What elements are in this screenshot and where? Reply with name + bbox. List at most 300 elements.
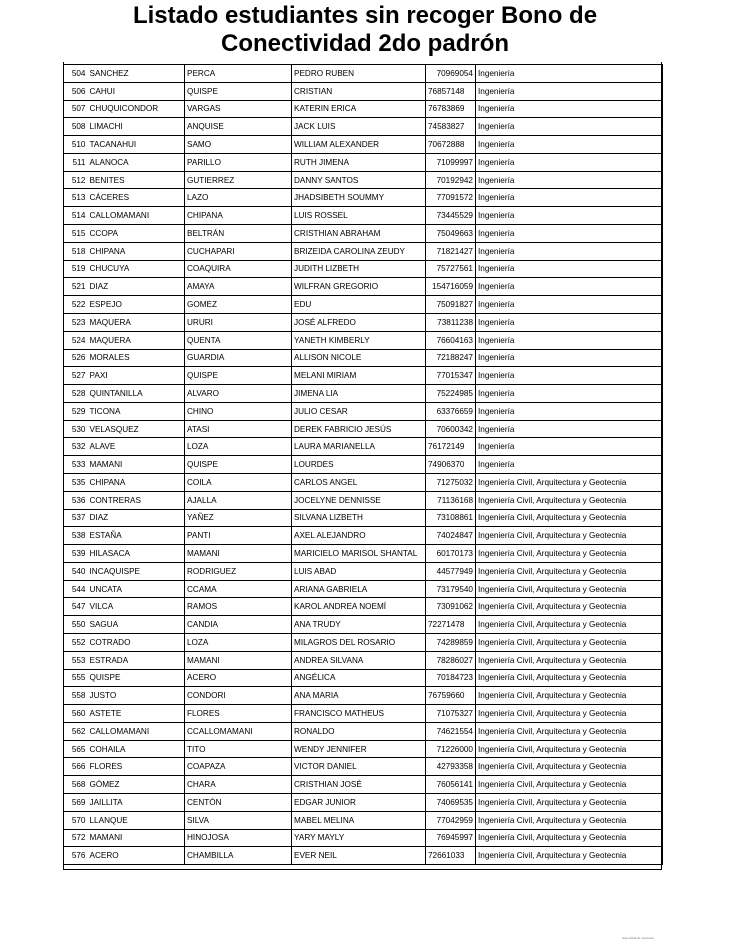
second-surname: LOZA [185,634,292,652]
table-row [64,331,663,349]
second-surname: CENTÓN [185,794,292,812]
dni-number: 75091827 [426,296,476,314]
table-row [64,153,663,171]
faculty: Ingeniería [476,242,663,260]
first-surname: DIAZ [88,509,185,527]
table-row [64,722,663,740]
faculty: Ingeniería Civil, Arquitectura y Geotecnia [476,669,663,687]
table-row [64,473,663,491]
dni-number: 42793358 [426,758,476,776]
table-row [64,367,663,385]
dni-number: 74621554 [426,722,476,740]
given-names: ANA MARIA [292,687,426,705]
second-surname: CANDIA [185,616,292,634]
dni-number: 71226000 [426,740,476,758]
table-row [64,740,663,758]
dni-number: 70184723 [426,669,476,687]
row-number: 535 [64,473,88,491]
row-number: 550 [64,616,88,634]
row-number: 572 [64,829,88,847]
row-number: 513 [64,189,88,207]
dni-number: 71136168 [426,491,476,509]
second-surname: ATASI [185,420,292,438]
second-surname: VARGAS [185,100,292,118]
faculty: Ingeniería [476,118,663,136]
given-names: DEREK FABRICIO JESÚS [292,420,426,438]
dni-number: 60170173 [426,545,476,563]
row-number: 522 [64,296,88,314]
second-surname: AJALLA [185,491,292,509]
faculty: Ingeniería Civil, Arquitectura y Geotecnia [476,776,663,794]
table-row [64,260,663,278]
first-surname: QUISPE [88,669,185,687]
given-names: ALLISON NICOLE [292,349,426,367]
first-surname: GÓMEZ [88,776,185,794]
second-surname: COAQUIRA [185,260,292,278]
faculty: Ingeniería Civil, Arquitectura y Geotecnia [476,811,663,829]
title-line-1: Listado estudiantes sin recoger Bono de [132,2,598,29]
second-surname: ACERO [185,669,292,687]
given-names: WILFRAN GREGORIO [292,278,426,296]
row-number: 552 [64,634,88,652]
row-number: 510 [64,136,88,154]
row-number: 539 [64,545,88,563]
first-surname: HILASACA [88,545,185,563]
faculty: Ingeniería Civil, Arquitectura y Geotecnia [476,616,663,634]
second-surname: COILA [185,473,292,491]
table-row [64,118,663,136]
first-surname: MAQUERA [88,313,185,331]
second-surname: PARILLO [185,153,292,171]
row-number: 553 [64,651,88,669]
row-number: 569 [64,794,88,812]
faculty: Ingeniería [476,171,663,189]
first-surname: MAMANI [88,456,185,474]
second-surname: HINOJOSA [185,829,292,847]
first-surname: VILCA [88,598,185,616]
row-number: 540 [64,562,88,580]
second-surname: SAMO [185,136,292,154]
faculty: Ingeniería Civil, Arquitectura y Geotecnia [476,491,663,509]
page-title [0,2,730,58]
faculty: Ingeniería [476,100,663,118]
row-number: 558 [64,687,88,705]
faculty: Ingeniería [476,136,663,154]
faculty: Ingeniería [476,367,663,385]
given-names: WILLIAM ALEXANDER [292,136,426,154]
dni-number: 71075327 [426,705,476,723]
dni-number: 75049663 [426,225,476,243]
given-names: DANNY SANTOS [292,171,426,189]
second-surname: LAZO [185,189,292,207]
first-surname: ESTRADA [88,651,185,669]
first-surname: ACERO [88,847,185,865]
second-surname: CHAMBILLA [185,847,292,865]
given-names: LUIS ROSSEL [292,207,426,225]
given-names: MARICIELO MARISOL SHANTAL [292,545,426,563]
faculty: Ingeniería [476,207,663,225]
table-row [64,65,663,83]
row-number: 518 [64,242,88,260]
row-number: 537 [64,509,88,527]
given-names: KAROL ANDREA NOEMÍ [292,598,426,616]
dni-number: 70192942 [426,171,476,189]
given-names: RONALDO [292,722,426,740]
given-names: PEDRO RUBEN [292,65,426,83]
dni-number: 76604163 [426,331,476,349]
first-surname: CAHUI [88,82,185,100]
first-surname: LIMACHI [88,118,185,136]
table-row [64,100,663,118]
row-number: 524 [64,331,88,349]
given-names: MABEL MELINA [292,811,426,829]
given-names: JULIO CESAR [292,402,426,420]
dni-number: 74583827 [426,118,476,136]
second-surname: QUENTA [185,331,292,349]
row-number: 506 [64,82,88,100]
given-names: YARY MAYLY [292,829,426,847]
row-number: 528 [64,385,88,403]
faculty: Ingeniería Civil, Arquitectura y Geotecnia [476,794,663,812]
second-surname: CCALLOMAMANI [185,722,292,740]
table-row [64,847,663,865]
table-row [64,278,663,296]
first-surname: ESPEJO [88,296,185,314]
row-number: 527 [64,367,88,385]
row-number: 519 [64,260,88,278]
faculty: Ingeniería Civil, Arquitectura y Geotecnia [476,509,663,527]
faculty: Ingeniería [476,153,663,171]
dni-number: 76056141 [426,776,476,794]
second-surname: URURI [185,313,292,331]
table-row [64,385,663,403]
second-surname: SILVA [185,811,292,829]
second-surname: ALVARO [185,385,292,403]
row-number: 565 [64,740,88,758]
faculty: Ingeniería [476,438,663,456]
row-number: 536 [64,491,88,509]
row-number: 526 [64,349,88,367]
second-surname: MAMANI [185,651,292,669]
faculty: Ingeniería Civil, Arquitectura y Geotecnia [476,740,663,758]
given-names: SILVANA LIZBETH [292,509,426,527]
row-number: 521 [64,278,88,296]
given-names: ANA TRUDY [292,616,426,634]
dni-number: 77015347 [426,367,476,385]
dni-number: 72188247 [426,349,476,367]
table-row [64,634,663,652]
given-names: AXEL ALEJANDRO [292,527,426,545]
second-surname: RAMOS [185,598,292,616]
first-surname: COHAILA [88,740,185,758]
second-surname: ANQUISE [185,118,292,136]
first-surname: SANCHEZ [88,65,185,83]
given-names: JOSÉ ALFREDO [292,313,426,331]
given-names: JIMENA LIA [292,385,426,403]
second-surname: CHARA [185,776,292,794]
first-surname: INCAQUISPE [88,562,185,580]
row-number: 560 [64,705,88,723]
table-row [64,456,663,474]
dni-number: 76857148 [426,82,476,100]
second-surname: MAMANI [185,545,292,563]
given-names: EDGAR JUNIOR [292,794,426,812]
dni-number: 76945997 [426,829,476,847]
first-surname: JAILLITA [88,794,185,812]
table-row [64,402,663,420]
row-number: 529 [64,402,88,420]
second-surname: YAÑEZ [185,509,292,527]
second-surname: GUARDIA [185,349,292,367]
dni-number: 70969054 [426,65,476,83]
faculty: Ingeniería Civil, Arquitectura y Geotecnia [476,527,663,545]
faculty: Ingeniería Civil, Arquitectura y Geotecnia [476,634,663,652]
row-number: 507 [64,100,88,118]
second-surname: COAPAZA [185,758,292,776]
faculty: Ingeniería Civil, Arquitectura y Geotecnia [476,687,663,705]
given-names: EDU [292,296,426,314]
faculty: Ingeniería Civil, Arquitectura y Geotecnia [476,705,663,723]
table-row [64,580,663,598]
row-number: 566 [64,758,88,776]
second-surname: CHIPANA [185,207,292,225]
dni-number: 154716059 [426,278,476,296]
first-surname: CALLOMAMANI [88,722,185,740]
faculty: Ingeniería [476,313,663,331]
second-surname: GUTIERREZ [185,171,292,189]
table-row [64,527,663,545]
table-row [64,349,663,367]
dni-number: 63376659 [426,402,476,420]
given-names: MELANI MIRIAM [292,367,426,385]
table-row [64,171,663,189]
table-row [64,545,663,563]
row-number: 576 [64,847,88,865]
second-surname: PANTI [185,527,292,545]
table-row [64,705,663,723]
table-row [64,491,663,509]
table-row [64,794,663,812]
table-row [64,758,663,776]
given-names: CRISTIAN [292,82,426,100]
first-surname: FLORES [88,758,185,776]
second-surname: LOZA [185,438,292,456]
first-surname: CHIPANA [88,473,185,491]
dni-number: 78286027 [426,651,476,669]
first-surname: CCOPA [88,225,185,243]
student-table-body [64,65,663,865]
given-names: YANETH KIMBERLY [292,331,426,349]
faculty: Ingeniería [476,420,663,438]
first-surname: CHUCUYA [88,260,185,278]
row-number: 511 [64,153,88,171]
first-surname: TICONA [88,402,185,420]
row-number: 530 [64,420,88,438]
second-surname: PERCA [185,65,292,83]
faculty: Ingeniería [476,349,663,367]
second-surname: CUCHAPARI [185,242,292,260]
second-surname: BELTRÁN [185,225,292,243]
table-row [64,562,663,580]
first-surname: BENITES [88,171,185,189]
table-row [64,616,663,634]
dni-number: 75727561 [426,260,476,278]
dni-number: 71275032 [426,473,476,491]
first-surname: MAMANI [88,829,185,847]
table-row [64,438,663,456]
faculty: Ingeniería [476,260,663,278]
dni-number: 77091572 [426,189,476,207]
row-number: 570 [64,811,88,829]
given-names: JOCELYNE DENNISSE [292,491,426,509]
dni-number: 72271478 [426,616,476,634]
given-names: LUIS ABAD [292,562,426,580]
row-number: 538 [64,527,88,545]
given-names: FRANCISCO MATHEUS [292,705,426,723]
faculty: Ingeniería Civil, Arquitectura y Geotecnia [476,758,663,776]
dni-number: 74069535 [426,794,476,812]
table-row [64,82,663,100]
first-surname: ASTETE [88,705,185,723]
dni-number: 70600342 [426,420,476,438]
given-names: LOURDES [292,456,426,474]
dni-number: 74289859 [426,634,476,652]
faculty: Ingeniería Civil, Arquitectura y Geotecnia [476,722,663,740]
faculty: Ingeniería [476,189,663,207]
first-surname: CHUQUICONDOR [88,100,185,118]
faculty: Ingeniería Civil, Arquitectura y Geotecnia [476,473,663,491]
row-number: 544 [64,580,88,598]
faculty: Ingeniería Civil, Arquitectura y Geotecnia [476,829,663,847]
table-row [64,296,663,314]
second-surname: RODRIGUEZ [185,562,292,580]
second-surname: CONDORI [185,687,292,705]
second-surname: QUISPE [185,82,292,100]
student-table [63,64,663,865]
faculty: Ingeniería [476,385,663,403]
given-names: BRIZEIDA CAROLINA ZEUDY [292,242,426,260]
table-row [64,313,663,331]
dni-number: 71099997 [426,153,476,171]
row-number: 514 [64,207,88,225]
table-row [64,420,663,438]
given-names: CARLOS ANGEL [292,473,426,491]
second-surname: TITO [185,740,292,758]
faculty: Ingeniería Civil, Arquitectura y Geotecnia [476,598,663,616]
dni-number: 73091062 [426,598,476,616]
first-surname: PAXI [88,367,185,385]
dni-number: 74024847 [426,527,476,545]
second-surname: CCAMA [185,580,292,598]
row-number: 523 [64,313,88,331]
given-names: JACK LUIS [292,118,426,136]
row-number: 533 [64,456,88,474]
given-names: CRISTHIAN JOSÉ [292,776,426,794]
row-number: 515 [64,225,88,243]
table-row [64,189,663,207]
first-surname: ALANOCA [88,153,185,171]
faculty: Ingeniería Civil, Arquitectura y Geotecnia [476,562,663,580]
first-surname: LLANQUE [88,811,185,829]
faculty: Ingeniería [476,65,663,83]
dni-number: 73811238 [426,313,476,331]
first-surname: TACANAHUI [88,136,185,154]
given-names: ANDREA SILVANA [292,651,426,669]
given-names: JUDITH LIZBETH [292,260,426,278]
faculty: Ingeniería Civil, Arquitectura y Geotecnia [476,580,663,598]
faculty: Ingeniería [476,225,663,243]
table-row [64,669,663,687]
table-row [64,651,663,669]
given-names: KATERIN ERICA [292,100,426,118]
table-row [64,776,663,794]
first-surname: CÁCERES [88,189,185,207]
given-names: JHADSIBETH SOUMMY [292,189,426,207]
table-row [64,509,663,527]
first-surname: COTRADO [88,634,185,652]
dni-number: 77042959 [426,811,476,829]
faculty: Ingeniería [476,82,663,100]
row-number: 532 [64,438,88,456]
dni-number: 74906370 [426,456,476,474]
first-surname: QUINTANILLA [88,385,185,403]
table-row [64,136,663,154]
dni-number: 75224985 [426,385,476,403]
second-surname: GOMEZ [185,296,292,314]
table-row [64,829,663,847]
second-surname: QUISPE [185,367,292,385]
given-names: WENDY JENNIFER [292,740,426,758]
faculty: Ingeniería Civil, Arquitectura y Geotecnia [476,651,663,669]
dni-number: 71821427 [426,242,476,260]
faculty: Ingeniería [476,402,663,420]
first-surname: MORALES [88,349,185,367]
row-number: 508 [64,118,88,136]
second-surname: AMAYA [185,278,292,296]
row-number: 512 [64,171,88,189]
first-surname: CONTRERAS [88,491,185,509]
dni-number: 76783869 [426,100,476,118]
dni-number: 44577949 [426,562,476,580]
faculty: Ingeniería [476,278,663,296]
faculty: Ingeniería [476,331,663,349]
first-surname: VELASQUEZ [88,420,185,438]
second-surname: QUISPE [185,456,292,474]
first-surname: UNCATA [88,580,185,598]
table-row [64,811,663,829]
table-row [64,242,663,260]
table-row [64,207,663,225]
dni-number: 70672888 [426,136,476,154]
given-names: ANGÉLICA [292,669,426,687]
table-row [64,225,663,243]
given-names: RUTH JIMENA [292,153,426,171]
dni-number: 73445529 [426,207,476,225]
row-number: 555 [64,669,88,687]
second-surname: FLORES [185,705,292,723]
row-number: 504 [64,65,88,83]
dni-number: 76172149 [426,438,476,456]
given-names: VICTOR DANIEL [292,758,426,776]
second-surname: CHINO [185,402,292,420]
dni-number: 73108861 [426,509,476,527]
given-names: ARIANA GABRIELA [292,580,426,598]
given-names: CRISTHIAN ABRAHAM [292,225,426,243]
title-line-2: Conectividad 2do padrón [220,30,510,57]
first-surname: CHIPANA [88,242,185,260]
faculty: Ingeniería [476,456,663,474]
first-surname: JUSTO [88,687,185,705]
